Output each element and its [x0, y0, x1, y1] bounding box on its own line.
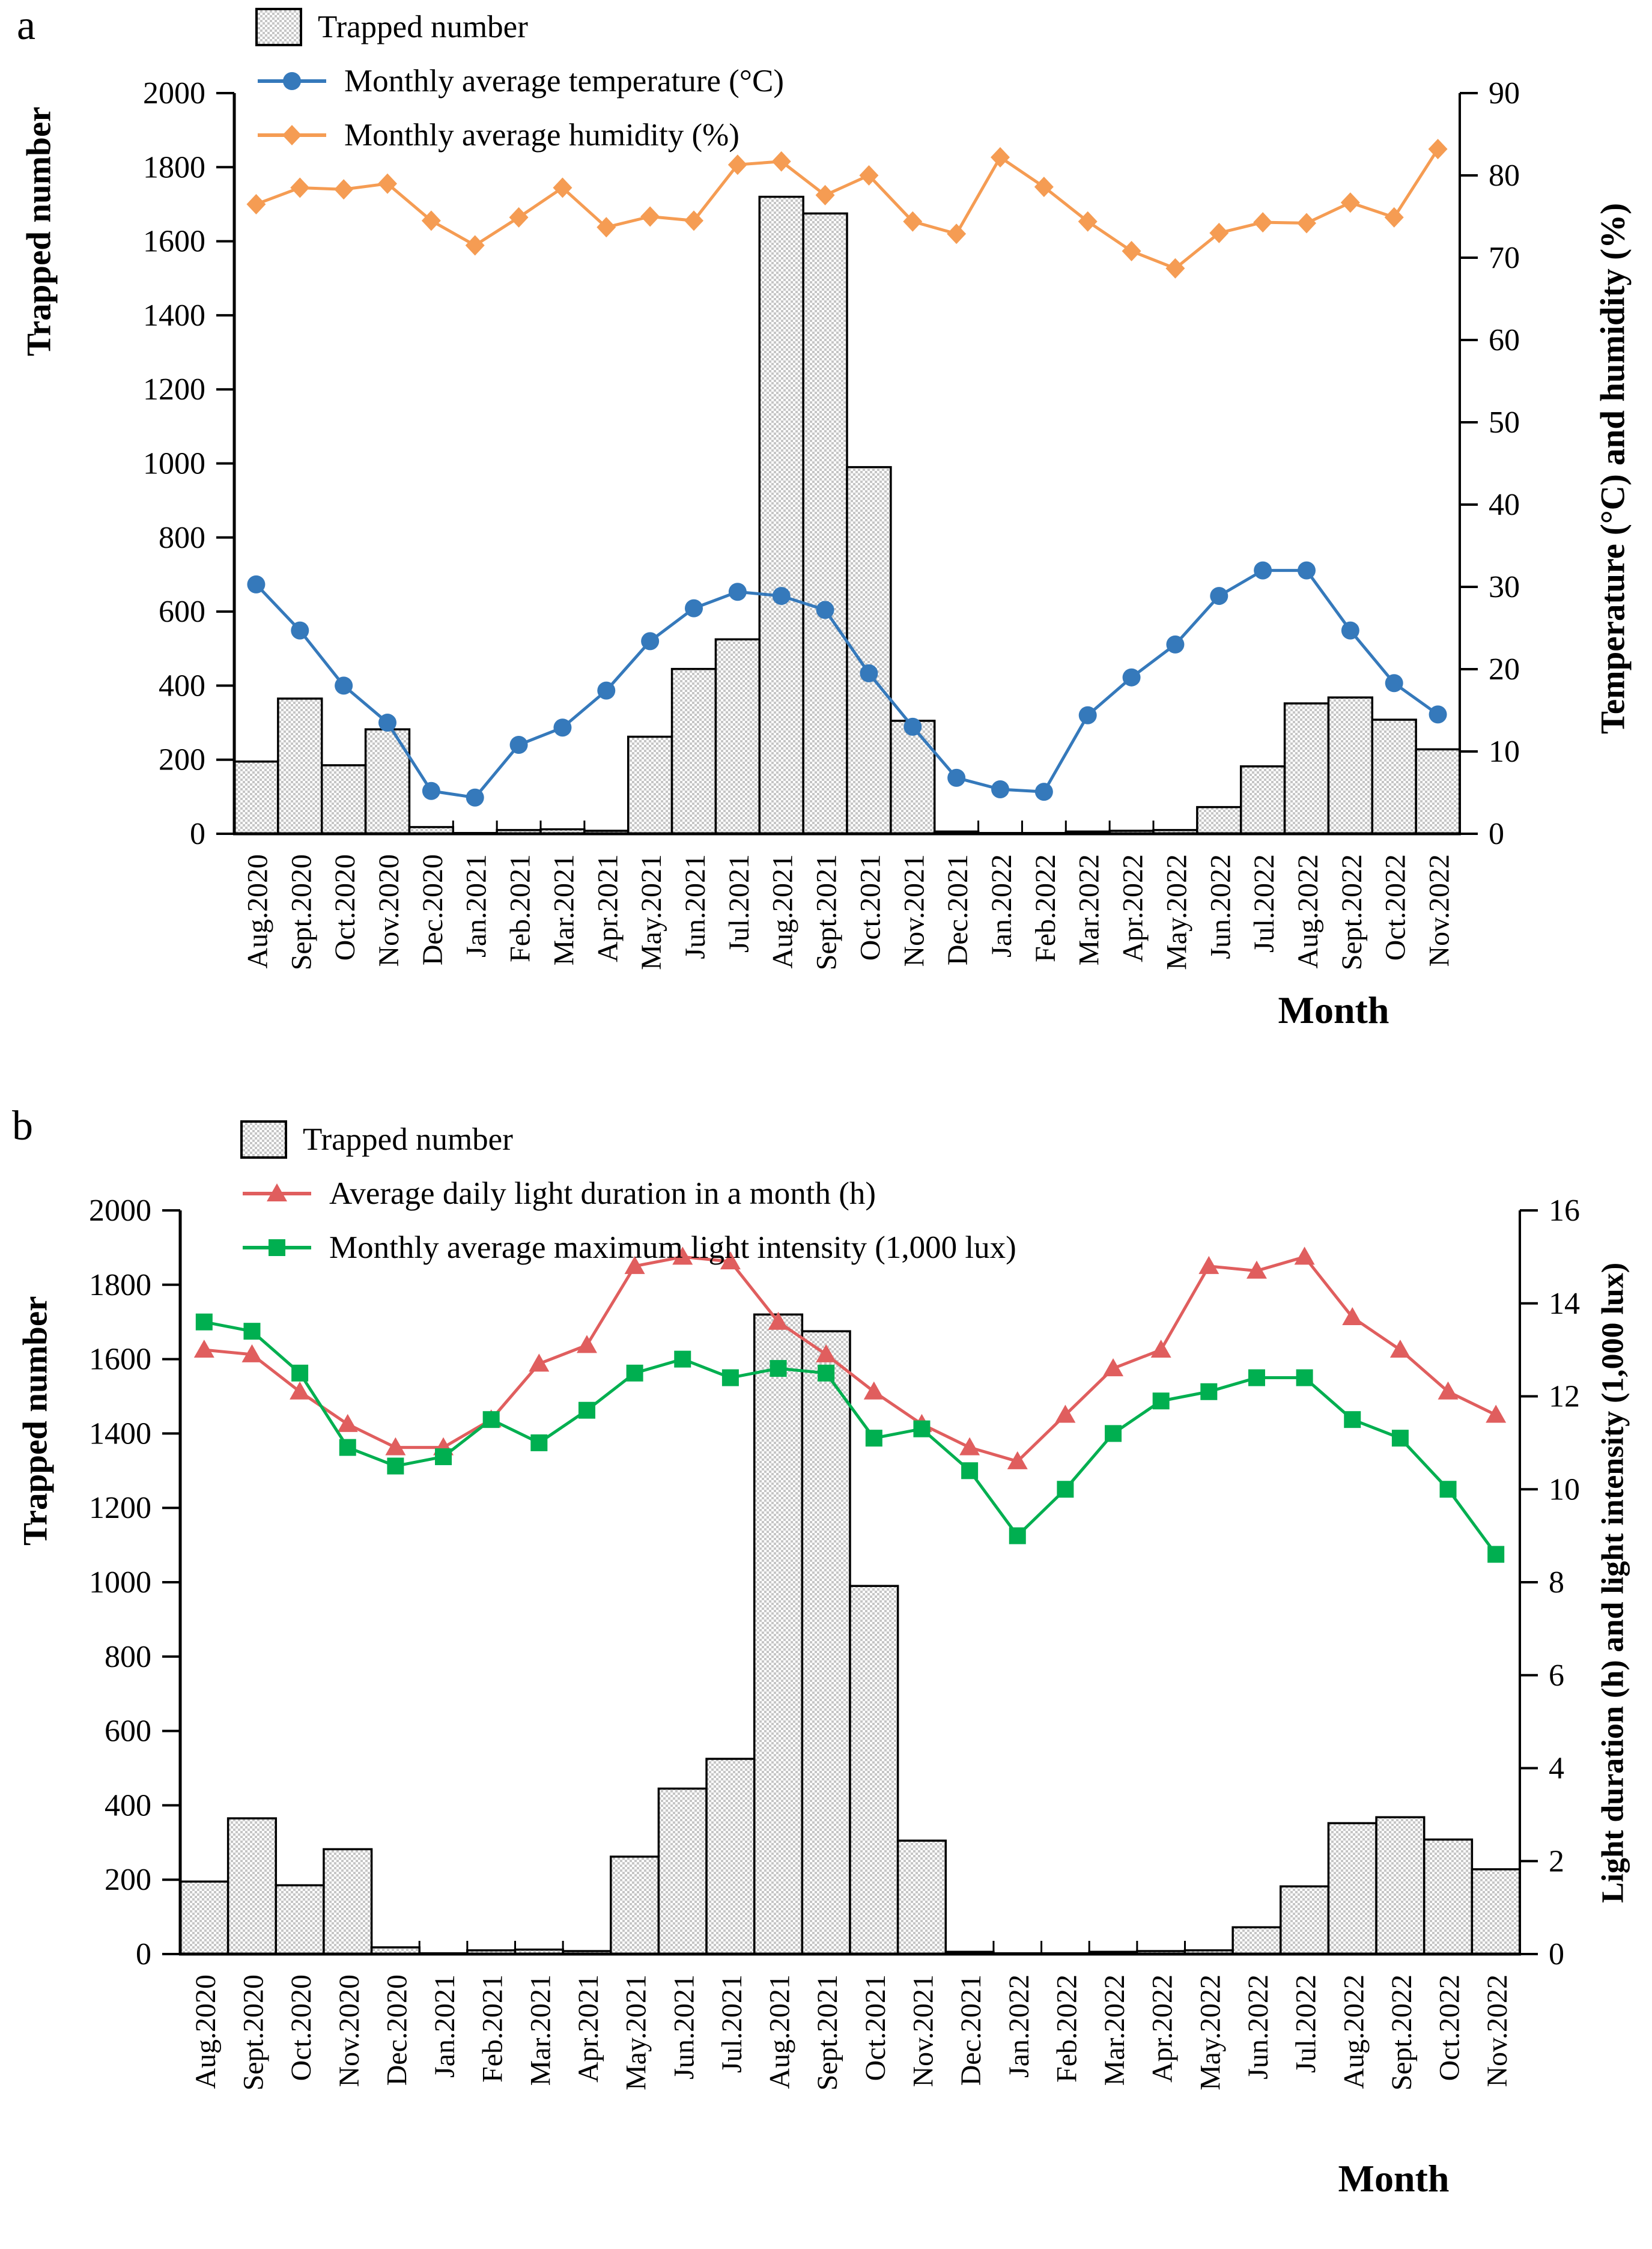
svg-text:Sept.2022: Sept.2022 [1335, 854, 1368, 971]
svg-text:Feb.2021: Feb.2021 [476, 1974, 509, 2083]
svg-text:Jun.2022: Jun.2022 [1204, 854, 1237, 959]
panel-a-legend [255, 4, 784, 159]
svg-text:Aug.2022: Aug.2022 [1338, 1974, 1370, 2089]
svg-text:80: 80 [1489, 159, 1520, 193]
svg-text:16: 16 [1549, 1194, 1580, 1228]
trapped-bar-swatch-icon [255, 8, 302, 46]
svg-text:8: 8 [1549, 1565, 1564, 1600]
svg-text:Aug.2021: Aug.2021 [764, 1974, 796, 2089]
svg-text:6: 6 [1549, 1658, 1564, 1693]
panel-b-legend [240, 1116, 1016, 1271]
chart-panel-b [89, 1194, 1580, 2090]
svg-text:30: 30 [1489, 570, 1520, 604]
svg-text:Aug.2022: Aug.2022 [1292, 854, 1324, 969]
svg-text:70: 70 [1489, 241, 1520, 275]
svg-text:50: 50 [1489, 405, 1520, 440]
svg-text:1400: 1400 [89, 1416, 151, 1451]
svg-text:Apr.2021: Apr.2021 [572, 1974, 604, 2083]
svg-text:Mar.2021: Mar.2021 [548, 854, 580, 966]
legend-row-light-intensity [240, 1224, 1016, 1271]
svg-text:12: 12 [1549, 1379, 1580, 1414]
svg-text:1600: 1600 [89, 1342, 151, 1377]
svg-text:Jan.2022: Jan.2022 [986, 854, 1018, 958]
svg-text:Jan.2021: Jan.2021 [460, 854, 493, 958]
svg-text:Nov.2022: Nov.2022 [1481, 1974, 1514, 2087]
svg-text:Mar.2022: Mar.2022 [1099, 1974, 1131, 2086]
svg-text:1800: 1800 [89, 1267, 151, 1302]
svg-text:Jun.2022: Jun.2022 [1242, 1974, 1274, 2080]
svg-text:0: 0 [1489, 817, 1504, 851]
svg-text:60: 60 [1489, 323, 1520, 357]
svg-text:Dec.2020: Dec.2020 [416, 854, 449, 966]
svg-text:4: 4 [1549, 1751, 1564, 1786]
svg-text:Sept.2021: Sept.2021 [812, 1974, 844, 2091]
svg-text:90: 90 [1489, 76, 1520, 111]
svg-text:Apr.2022: Apr.2022 [1146, 1974, 1179, 2083]
legend-row-trapped-a [255, 4, 784, 50]
svg-text:Jul.2022: Jul.2022 [1290, 1974, 1322, 2074]
svg-text:May.2022: May.2022 [1161, 854, 1193, 970]
svg-text:Nov.2020: Nov.2020 [333, 1974, 365, 2087]
light-intensity-line-swatch-icon [240, 1232, 314, 1263]
panel-b-letter: b [12, 1103, 33, 1149]
humidity-line-swatch-icon [255, 120, 329, 151]
panel-b-left-axis-title: Trapped number [16, 1296, 55, 1546]
legend-label-temperature: Monthly average temperature (°C) [344, 64, 784, 99]
svg-text:May.2021: May.2021 [636, 854, 668, 970]
svg-text:1800: 1800 [143, 150, 205, 185]
svg-text:May.2021: May.2021 [620, 1974, 652, 2090]
svg-text:Aug.2020: Aug.2020 [241, 854, 274, 969]
svg-text:Oct.2022: Oct.2022 [1433, 1974, 1466, 2081]
svg-text:20: 20 [1489, 652, 1520, 687]
svg-text:Nov.2021: Nov.2021 [898, 854, 931, 967]
svg-text:Mar.2022: Mar.2022 [1073, 854, 1105, 966]
svg-text:Oct.2020: Oct.2020 [285, 1974, 318, 2081]
svg-text:1400: 1400 [143, 298, 205, 333]
svg-text:Sept.2021: Sept.2021 [810, 854, 843, 971]
svg-text:800: 800 [159, 520, 205, 555]
svg-text:Jul.2021: Jul.2021 [723, 854, 755, 953]
svg-text:Feb.2021: Feb.2021 [504, 854, 536, 962]
panel-a-left-axis-title: Trapped number [20, 106, 58, 356]
svg-text:14: 14 [1549, 1286, 1580, 1321]
svg-text:Jan.2022: Jan.2022 [1003, 1974, 1035, 2078]
svg-text:Apr.2021: Apr.2021 [592, 854, 624, 962]
svg-text:Aug.2021: Aug.2021 [767, 854, 799, 969]
svg-text:Dec.2021: Dec.2021 [942, 854, 974, 966]
svg-text:Jun.2021: Jun.2021 [668, 1974, 700, 2080]
svg-text:1200: 1200 [89, 1491, 151, 1526]
svg-text:Jul.2021: Jul.2021 [715, 1974, 748, 2074]
svg-text:Oct.2021: Oct.2021 [859, 1974, 891, 2081]
svg-text:Dec.2020: Dec.2020 [381, 1974, 413, 2086]
legend-row-temperature [255, 58, 784, 105]
panel-a-x-axis-title: Month [1278, 989, 1389, 1031]
svg-text:2000: 2000 [143, 76, 205, 111]
svg-text:Jul.2022: Jul.2022 [1248, 854, 1281, 953]
svg-text:200: 200 [105, 1863, 151, 1898]
panel-a-letter: a [17, 2, 36, 49]
svg-text:Feb.2022: Feb.2022 [1051, 1974, 1083, 2083]
svg-text:Dec.2021: Dec.2021 [955, 1974, 988, 2086]
svg-text:Nov.2021: Nov.2021 [907, 1974, 940, 2087]
svg-text:2000: 2000 [89, 1194, 151, 1228]
svg-text:Sept.2020: Sept.2020 [237, 1974, 270, 2091]
svg-text:1000: 1000 [89, 1565, 151, 1600]
svg-text:Mar.2021: Mar.2021 [524, 1974, 557, 2086]
svg-text:400: 400 [105, 1788, 151, 1823]
svg-text:40: 40 [1489, 488, 1520, 522]
svg-text:Aug.2020: Aug.2020 [189, 1974, 222, 2089]
svg-text:0: 0 [190, 817, 205, 851]
svg-text:0: 0 [136, 1937, 151, 1971]
svg-text:800: 800 [105, 1639, 151, 1674]
svg-text:Oct.2020: Oct.2020 [329, 854, 362, 961]
svg-text:Sept.2020: Sept.2020 [285, 854, 318, 971]
legend-row-trapped-b [240, 1116, 1016, 1163]
legend-row-light-duration [240, 1170, 1016, 1217]
svg-text:Sept.2022: Sept.2022 [1385, 1974, 1418, 2091]
svg-text:10: 10 [1549, 1472, 1580, 1507]
light-duration-line-swatch-icon [240, 1178, 314, 1209]
panel-a-right-axis-title: Temperature (°C) and humidity (%) [1594, 202, 1632, 735]
svg-text:200: 200 [159, 742, 205, 777]
svg-text:1200: 1200 [143, 372, 205, 407]
svg-text:600: 600 [105, 1714, 151, 1749]
svg-text:1000: 1000 [143, 446, 205, 481]
trapped-bar-swatch-icon [240, 1120, 287, 1159]
legend-row-humidity [255, 112, 784, 159]
legend-label-light-duration: Average daily light duration in a month (h) [329, 1176, 876, 1211]
legend-label-light-intensity: Monthly average maximum light intensity (1,000 lux) [329, 1230, 1016, 1265]
svg-text:400: 400 [159, 669, 205, 703]
temperature-line-swatch-icon [255, 65, 329, 97]
svg-text:Apr.2022: Apr.2022 [1117, 854, 1149, 962]
chart-panel-a [143, 76, 1520, 970]
panel-b-right-axis-title: Light duration (h) and light intensity (1,000 lux) [1596, 1262, 1630, 1904]
svg-text:Jan.2021: Jan.2021 [429, 1974, 461, 2078]
legend-label-humidity: Monthly average humidity (%) [344, 118, 739, 153]
legend-label-trapped-b: Trapped number [303, 1122, 513, 1157]
panel-b-x-axis-title: Month [1338, 2157, 1450, 2200]
svg-text:2: 2 [1549, 1844, 1564, 1879]
svg-text:0: 0 [1549, 1937, 1564, 1971]
svg-text:Nov.2020: Nov.2020 [373, 854, 405, 967]
svg-text:Feb.2022: Feb.2022 [1029, 854, 1061, 962]
svg-text:May.2022: May.2022 [1194, 1974, 1227, 2090]
svg-text:Oct.2021: Oct.2021 [854, 854, 887, 961]
svg-text:Oct.2022: Oct.2022 [1379, 854, 1412, 961]
legend-label-trapped-a: Trapped number [318, 10, 528, 44]
svg-text:Jun.2021: Jun.2021 [679, 854, 711, 959]
svg-text:Nov.2022: Nov.2022 [1423, 854, 1456, 967]
svg-text:1600: 1600 [143, 224, 205, 259]
svg-text:600: 600 [159, 595, 205, 630]
svg-text:10: 10 [1489, 735, 1520, 769]
